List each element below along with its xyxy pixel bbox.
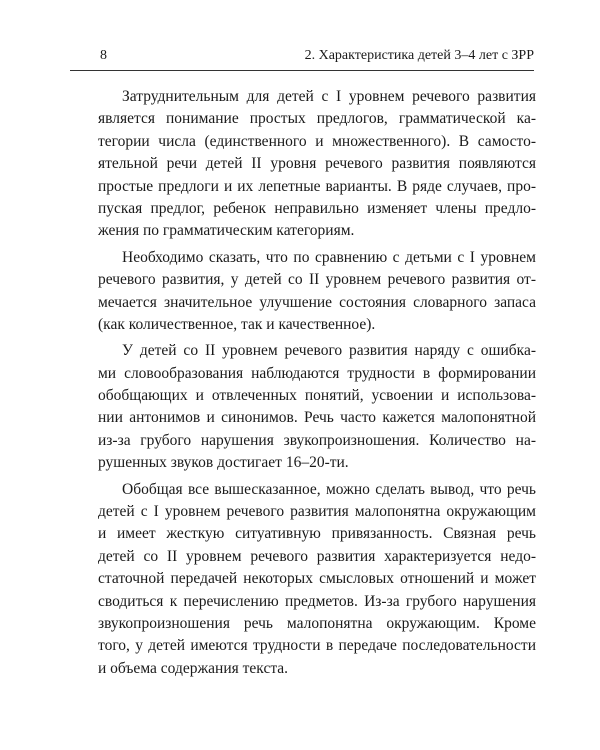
- header-divider: [70, 70, 534, 71]
- paragraph: [98, 86, 536, 243]
- text-line: мечается значительное улучшение состояния словарного запаса: [98, 293, 536, 311]
- paragraph: [98, 340, 536, 474]
- text-line: рушенных звуков достигает 16–20-ти.: [98, 454, 349, 472]
- text-line: является понимание простых предлогов, грамматической ка-: [98, 110, 536, 128]
- body-text: [98, 86, 536, 680]
- text-line: обобщающих и отвлеченных понятий, усвоении и использова-: [98, 387, 536, 405]
- text-line: Обобщая все вышесказанное, можно сделать вывод, что речь: [122, 480, 536, 498]
- text-line: сводиться к перечислению предметов. Из-за грубого нарушения: [98, 592, 536, 610]
- page-number: 8: [100, 48, 107, 63]
- text-line: жения по грамматическим категориям.: [98, 222, 355, 240]
- text-line: простые предлоги и их лепетные варианты. В ряде случаев, про-: [98, 177, 536, 195]
- text-line: из-за грубого нарушения звукопроизношения. Количество на-: [98, 431, 536, 449]
- text-line: нии антонимов и синонимов. Речь часто кажется малопонятной: [98, 409, 536, 427]
- text-line: пуская предлог, ребенок неправильно изменяет члены предло-: [98, 199, 536, 217]
- text-line: ми словообразования наблюдаются трудности в формировании: [98, 364, 536, 382]
- text-line: и объема содержания текста.: [98, 659, 289, 677]
- text-line: детей с I уровнем речевого развития малопонятна окружающим: [98, 503, 536, 521]
- text-line: (как количественное, так и качественное).: [98, 315, 376, 333]
- text-line: ятельной речи детей II уровня речевого развития появляются: [98, 155, 536, 173]
- text-line: Затруднительным для детей с I уровнем речевого развития: [122, 88, 536, 105]
- text-line: того, у детей имеются трудности в передаче последовательности: [98, 637, 536, 655]
- text-line: детей со II уровнем речевого развития характеризуется недо-: [98, 547, 536, 565]
- text-line: У детей со II уровнем речевого развития наряду с ошибка-: [122, 342, 536, 360]
- text-line: Необходимо сказать, что по сравнению с детьми с I уровнем: [122, 248, 536, 266]
- text-line: и имеет жесткую ситуативную привязанность. Связная речь: [98, 525, 536, 543]
- paragraph: [98, 247, 536, 337]
- text-line: тегории числа (единственного и множественного). В самосто-: [98, 132, 536, 150]
- text-line: статочной передачей некоторых смысловых отношений и может: [98, 570, 536, 588]
- running-title: 2. Характеристика детей 3–4 лет с ЗРР: [304, 48, 534, 63]
- page-header: [70, 46, 534, 66]
- text-line: речевого развития, у детей со II уровнем речевого развития от-: [98, 271, 536, 289]
- text-line: звукопроизношения речь малопонятна окружающим. Кроме: [98, 614, 536, 632]
- paragraph: [98, 479, 536, 681]
